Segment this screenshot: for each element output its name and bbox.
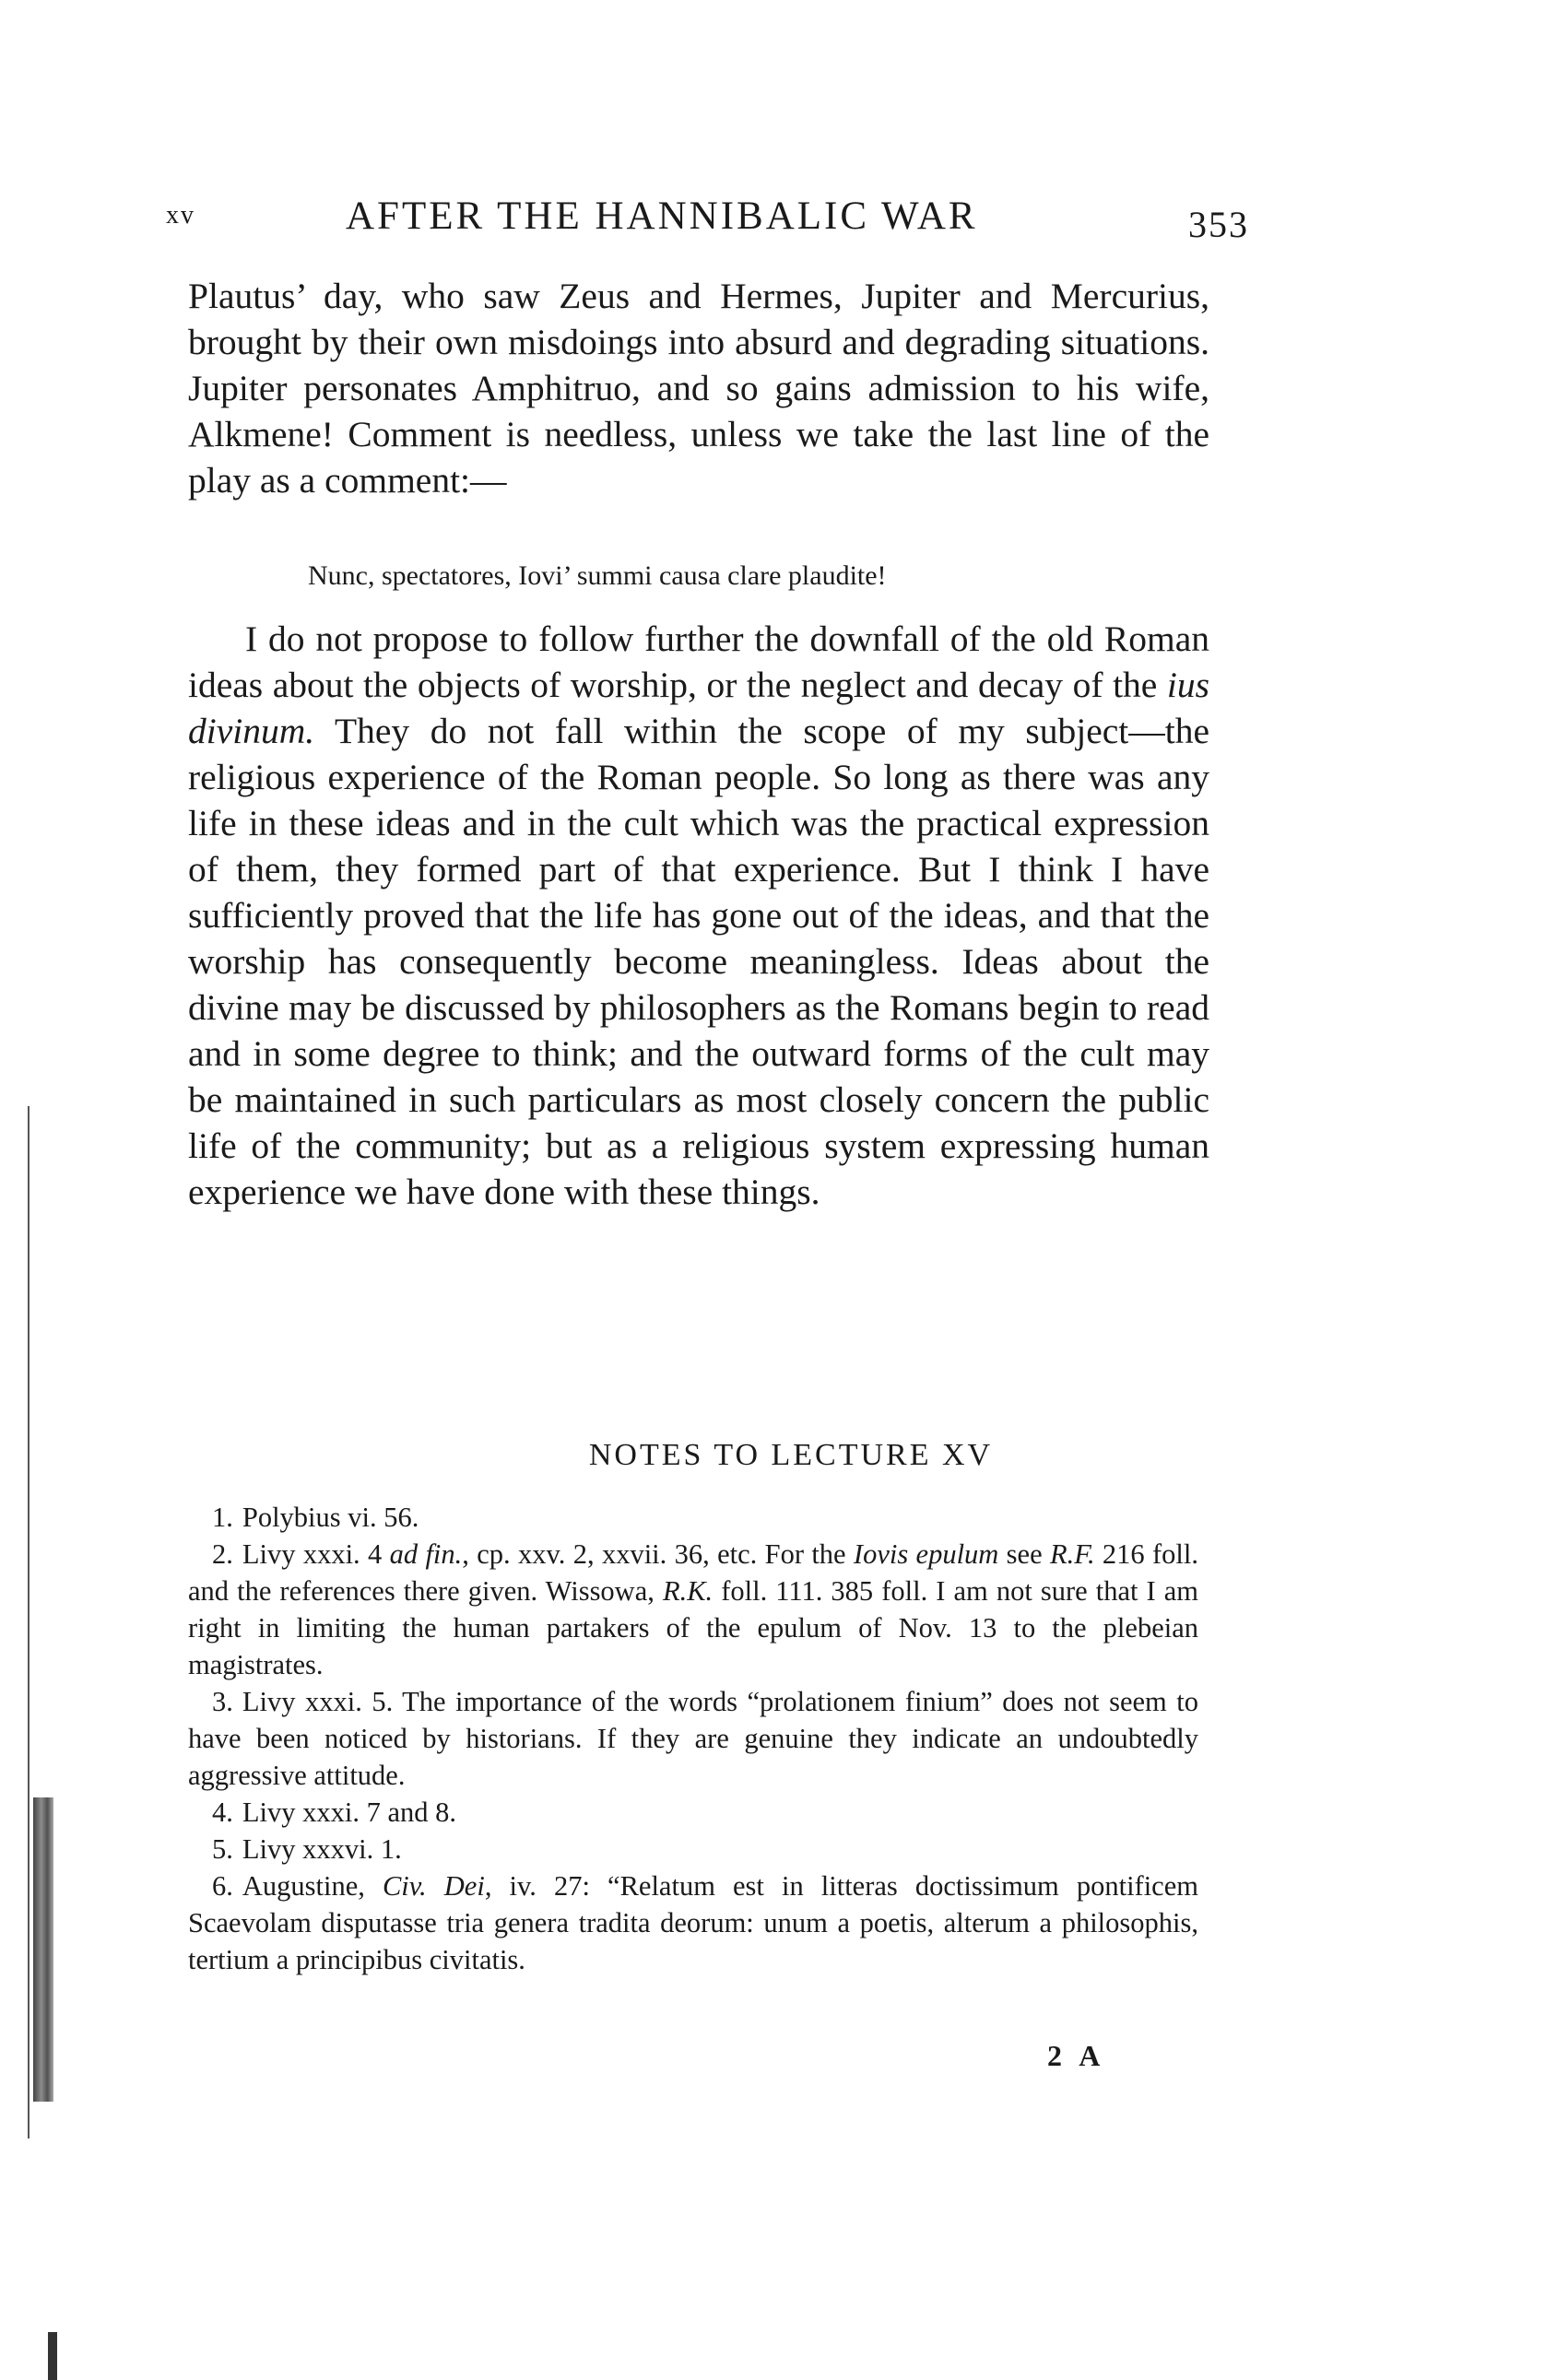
paragraph-main-italic: ius divinum. [188,665,1209,751]
paragraph-continued: Plautus’ day, who saw Zeus and Hermes, Jupiter and Mercurius, brought by their own misdoings into absurd and degrading situations. Jupiter personates Amphitruo, and so gains admission to his wife, Alkmene! Comment is needless, unless we take the last line of the play as a comment:— [188,276,1209,501]
running-head-title: AFTER THE HANNIBALIC WAR [346,194,978,238]
note-text: Augustine, [242,1870,383,1902]
note-2 [188,1536,1198,1683]
note-number: 5. [212,1833,233,1865]
running-head-chapter: xv [166,201,195,230]
notes-heading: NOTES TO LECTURE XV [588,1438,994,1472]
paragraph-main-text-2: They do not fall within the scope of my subject—the religious experience of the Roman people. So long as there was any life in these ideas and in the cult which was the practical expression of them, they formed part of that experience. But I think I have sufficiently proved that the life has gone out of the ideas, and that the worship has consequently become meaningless. Ideas about the divine may be discussed by philosophers as the Romans begin to read and in some degree to think; and the outward forms of the cult may be maintained in such particulars as most closely concern the public life of the community; but as a religious system expressing human experience we have done with these things. [188,711,1209,1212]
block-quote: Nunc, spectatores, Iovi’ summi causa clare plaudite! [308,560,887,591]
note-3 [188,1683,1198,1794]
note-number: 4. [212,1797,233,1828]
note-number: 6. [212,1870,233,1902]
note-number: 3. [212,1686,233,1717]
note-italic: R.F. [1049,1538,1095,1570]
note-text: Livy xxxi. 7 and 8. [242,1797,456,1828]
paragraph-main-text-1: I do not propose to follow further the downfall of the old Roman ideas about the objects of worship, or the neglect and decay of the [188,619,1209,705]
scan-edge-line [28,1106,29,2138]
notes-list [188,1499,1198,1978]
scan-edge-artifact [33,1797,53,2102]
paragraph-main [188,616,1209,1215]
page-number: 353 [1188,204,1249,245]
note-text: Polybius vi. 56. [242,1502,419,1533]
signature-mark: 2 A [1047,2039,1106,2072]
note-text: , cp. xxv. 2, xxvii. 36, etc. For the [462,1538,854,1570]
scan-edge-artifact-bottom [48,2332,57,2380]
note-italic: ad fin. [389,1538,463,1570]
note-number: 2. [212,1538,233,1570]
note-1 [188,1499,1198,1536]
note-text: 216 foll. and the references there given. Wissowa, [188,1538,1198,1607]
note-text: see [998,1538,1050,1570]
note-text: Livy xxxvi. 1. [242,1833,402,1865]
running-head [166,194,1249,249]
note-italic: R.K. [662,1575,714,1607]
note-text: Livy xxxi. 4 [242,1538,390,1570]
note-italic: Iovis epulum [853,1538,999,1570]
note-text: Livy xxxi. 5. The importance of the words “prolationem finium” does not seem to have been noticed by historians. If they are genuine they indicate an undoubtedly aggressive attitude. [188,1686,1198,1791]
note-italic: Civ. Dei [382,1870,485,1902]
note-text: foll. 111. 385 foll. I am not sure that I am right in limiting the human partakers of the epulum of Nov. 13 to the plebeian magistrates. [188,1575,1198,1680]
note-number: 1. [212,1502,233,1533]
note-5 [188,1831,1198,1867]
note-6 [188,1867,1198,1978]
note-text: , iv. 27: “Relatum est in litteras doctissimum pontificem Scaevolam disputasse tria genera tradita deorum: unum a poetis, alterum a philosophis, tertium a principibus civitatis. [188,1870,1198,1975]
note-4 [188,1794,1198,1831]
